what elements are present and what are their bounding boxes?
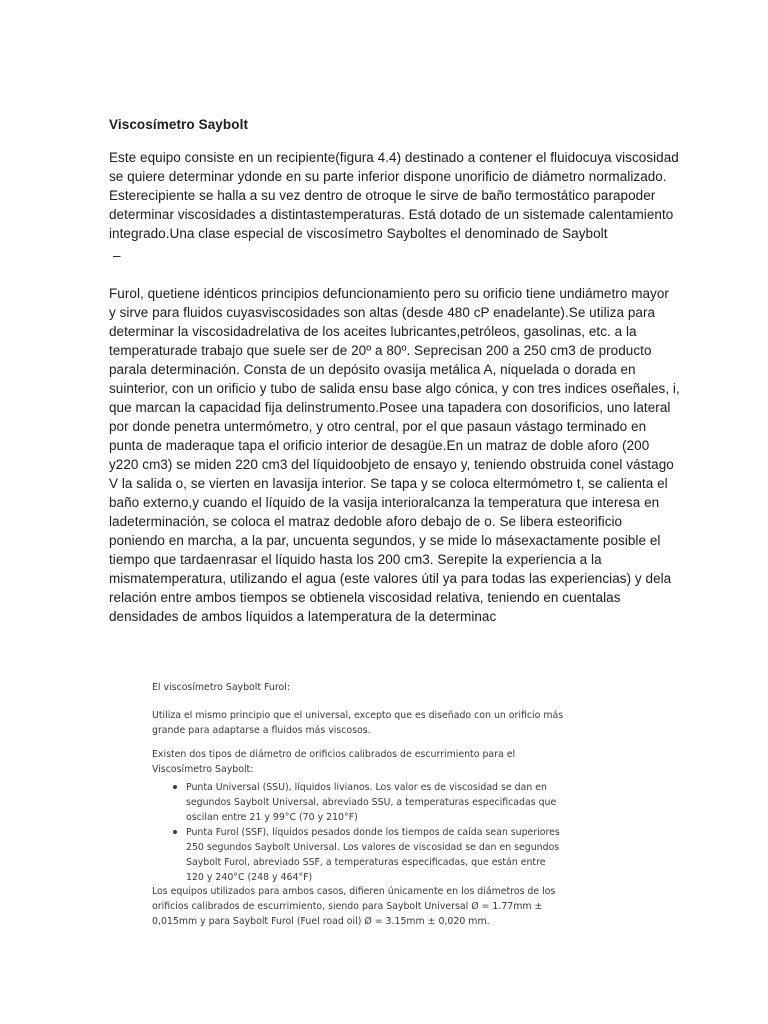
text-line: poniendo en marcha, a la par, uncuenta segundos, y se mide lo másexactamente posible el bbox=[109, 533, 661, 548]
text-line: mismatemperatura, utilizando el agua (este valores útil ya para todas las experiencias) y dela bbox=[109, 571, 672, 586]
excerpt-heading-text: El viscosímetro Saybolt Furol: bbox=[152, 682, 291, 693]
text-line: relación entre ambos tiempos se obtienela viscosidad relativa, teniendo en cuentalas bbox=[109, 590, 621, 605]
text-line: integrado.Una clase especial de viscosímetro Sayboltes el denominado de Saybolt bbox=[109, 226, 608, 241]
text-line: 120 y 240°C (248 y 464°F) bbox=[186, 872, 313, 883]
text-line: orificios calibrados de escurrimiento, siendo para Saybolt Universal Ø = 1.77mm ± bbox=[152, 901, 543, 912]
excerpt-paragraph bbox=[152, 708, 563, 738]
text-line: Existen dos tipos de diámetro de orificios calibrados de escurrimiento para el bbox=[152, 749, 516, 760]
text-line: grande para adaptarse a fluidos más viscosos. bbox=[152, 725, 371, 736]
text-line: se quiere determinar ydonde en su parte inferior dispone unorificio de diámetro normalizado. bbox=[109, 169, 667, 184]
text-line: ladeterminación, se coloca el matraz dedoble aforo debajo de o. Se libera esteorificio bbox=[109, 514, 623, 529]
text-line: Este equipo consiste en un recipiente(figura 4.4) destinado a contener el fluidocuya viscosidad bbox=[109, 150, 679, 165]
excerpt-paragraph bbox=[152, 747, 515, 777]
text-line: Viscosímetro Saybolt: bbox=[152, 764, 254, 775]
list-item bbox=[152, 780, 557, 825]
text-line: parala determinación. Consta de un depósito ovasija metálica A, niquelada o dorada en bbox=[109, 362, 636, 377]
text-line: tiempo que tardaenrasar el líquido hasta los 200 cm3. Serepite la experiencia a la bbox=[109, 552, 602, 567]
text-line: V la salida o, se vierten en lavasija interior. Se tapa y se coloca eltermómetro t, se calienta el bbox=[109, 476, 668, 491]
text-line: Punta Furol (SSF), líquidos pesados donde los tiempos de caída sean superiores bbox=[186, 827, 560, 838]
text-line: que marcan la capacidad fija delinstrumento.Posee una tapadera con dosorificios, uno lateral bbox=[109, 400, 671, 415]
text-line: por donde penetra untermómetro, y otro central, por el que pasaun vástago terminado en bbox=[109, 419, 647, 434]
bullet-icon bbox=[173, 830, 177, 834]
text-line: punta de maderaque tapa el orificio interior de desagüe.En un matraz de doble aforo (200 bbox=[109, 438, 650, 453]
text-line: y220 cm3) se miden 220 cm3 del líquidoobjeto de ensayo y, teniendo obstruida conel vástago bbox=[109, 457, 674, 472]
dash-separator: – bbox=[113, 248, 121, 263]
text-line: Los equipos utilizados para ambos casos, difieren únicamente en los diámetros de los bbox=[152, 886, 556, 897]
paragraph-furol bbox=[109, 284, 680, 626]
text-line: 250 segundos Saybolt Universal. Los valores de viscosidad se dan en segundos bbox=[186, 842, 560, 853]
text-line: densidades de ambos líquidos a latemperatura de la determinac bbox=[109, 609, 497, 624]
text-line: Utiliza el mismo principio que el universal, excepto que es diseñado con un orificio más bbox=[152, 710, 564, 721]
excerpt-bullet-list bbox=[152, 780, 560, 885]
text-line: Punta Universal (SSU), líquidos livianos. Los valor es de viscosidad se dan en bbox=[186, 782, 547, 793]
paragraph-intro bbox=[109, 148, 679, 243]
text-line: determinar viscosidades a distintastemperaturas. Está dotado de un sistemade calentamiento bbox=[109, 207, 674, 222]
text-line: determinar la viscosidadrelativa de los aceites lubricantes,petróleos, gasolinas, etc. a la bbox=[109, 324, 637, 339]
text-line: Furol, quetiene idénticos principios defuncionamiento pero su orificio tiene undiámetro mayor bbox=[109, 286, 669, 301]
text-line: Saybolt Furol, abreviado SSF, a temperaturas especificadas, que están entre bbox=[186, 857, 546, 868]
bullet-icon bbox=[173, 785, 177, 789]
excerpt-heading bbox=[152, 680, 290, 695]
list-item bbox=[152, 825, 560, 885]
text-line: Esterecipiente se halla a su vez dentro de otroque le sirve de baño termostático parapoder bbox=[109, 188, 656, 203]
text-line: segundos Saybolt Universal, abreviado SSU, a temperaturas especificadas que bbox=[186, 797, 557, 808]
text-line: temperaturade trabajo que suele ser de 20º a 80º. Seprecisan 200 a 250 cm3 de producto bbox=[109, 343, 652, 358]
text-line: baño externo,y cuando el líquido de la vasija interioralcanza la temperatura que interesa en bbox=[109, 495, 660, 510]
document-title: Viscosímetro Saybolt bbox=[109, 117, 249, 132]
text-line: 0,015mm y para Saybolt Furol (Fuel road oil) Ø = 3.15mm ± 0,020 mm. bbox=[152, 916, 490, 927]
text-line: y sirve para fluidos cuyasviscosidades son altas (desde 480 cP enadelante).Se utiliza para bbox=[109, 305, 656, 320]
text-line: oscilan entre 21 y 99°C (70 y 210°F) bbox=[186, 812, 358, 823]
text-line: suinterior, con un orificio y tubo de salida ensu base algo cónica, y con tres indices oseñales, i, bbox=[109, 381, 680, 396]
excerpt-paragraph bbox=[152, 884, 555, 929]
